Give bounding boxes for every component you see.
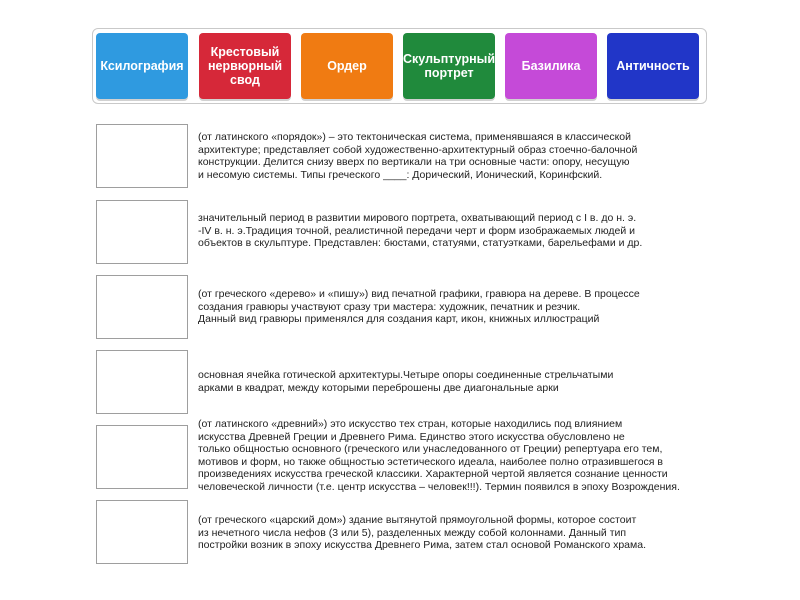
definition-line: -IV в. н. э.Традиция точной, реалистичной передачи черт и форм изображаемых людей и [198, 224, 636, 237]
definition-line: человеческой личности (т.е. центр искусства – человек!!!). Термин появился в эпоху Возрождения. [198, 480, 680, 493]
definition-line: только общностью основного (греческого или унаследованного от Греции) репертуара его тем, [198, 443, 663, 455]
definition-line: создания гравюры участвуют сразу три мастера: художник, печатник и резчик. [198, 300, 581, 313]
definition-line: мотивов и форм, но также общностью эстетического идеала, наиболее полно отразившегося в [198, 455, 663, 468]
definition-line: произведениях искусства греческой классики. Характерной чертой является сознание ценности [198, 468, 668, 480]
definition-line: основная ячейка готической архитектуры.Четыре опоры соединенные стрельчатыми [198, 369, 614, 381]
answer-tile[interactable]: Скульптурный портрет [403, 33, 495, 99]
definition-line: арками в квадрат, между которыми переброшены две диагональные арки [198, 381, 559, 394]
drop-target-box[interactable] [96, 350, 188, 414]
definition-line: (от греческого «царский дом») здание вытянутой прямоугольной формы, которое состоит [198, 514, 637, 526]
definition-line: (от греческого «дерево» и «пишу») вид печатной графики, гравюра на дереве. В процессе [198, 288, 640, 300]
definition-line: и несомую системы. Типы греческого ____: Дорический, Ионический, Коринфский. [198, 168, 603, 181]
definition-line: значительный период в развитии мирового портрета, охватывающий период с I в. до н. э. [198, 212, 637, 224]
definition-text [198, 131, 718, 181]
definition-line: архитектуре; представляет собой художественно-архитектурный образ стоечно-балочной [198, 143, 638, 156]
drop-target-box[interactable] [96, 425, 188, 489]
definition-text [198, 514, 718, 552]
definition-text [198, 418, 718, 493]
definition-line: (от латинского «древний») это искусство тех стран, которые находились под влиянием [198, 418, 623, 430]
answer-tile[interactable]: Ксилография [96, 33, 188, 99]
definition-text [198, 288, 718, 326]
definition-line: (от латинского «порядок») – это тектоническая система, применявшаяся в классической [198, 131, 631, 143]
answer-tile[interactable]: Базилика [505, 33, 597, 99]
definition-line: из нечетного числа нефов (3 или 5), разделенных между собой колоннами. Данный тип [198, 526, 627, 539]
answer-tile[interactable]: Крестовый нервюрный свод [199, 33, 291, 99]
definition-line: искусства Древней Греции и Древнего Рима. Единство этого искусства обусловлено не [198, 430, 625, 443]
answer-tile[interactable]: Ордер [301, 33, 393, 99]
drop-target-box[interactable] [96, 200, 188, 264]
definition-line: постройки возник в эпоху искусства Древнего Рима, затем стал основой Романского храма. [198, 539, 646, 551]
drop-target-box[interactable] [96, 500, 188, 564]
definition-line: Данный вид гравюры применялся для создания карт, икон, книжных иллюстраций [198, 313, 600, 325]
drop-target-box[interactable] [96, 124, 188, 188]
definition-line: объектов в скульптуре. Представлен: бюстами, статуями, статуэтками, барельефами и др. [198, 237, 643, 249]
definition-line: конструкции. Делится снизу вверх по вертикали на три основные части: опору, несущую [198, 156, 630, 168]
definition-text [198, 369, 718, 394]
drop-target-box[interactable] [96, 275, 188, 339]
answer-tile[interactable]: Античность [607, 33, 699, 99]
definition-text [198, 212, 718, 250]
